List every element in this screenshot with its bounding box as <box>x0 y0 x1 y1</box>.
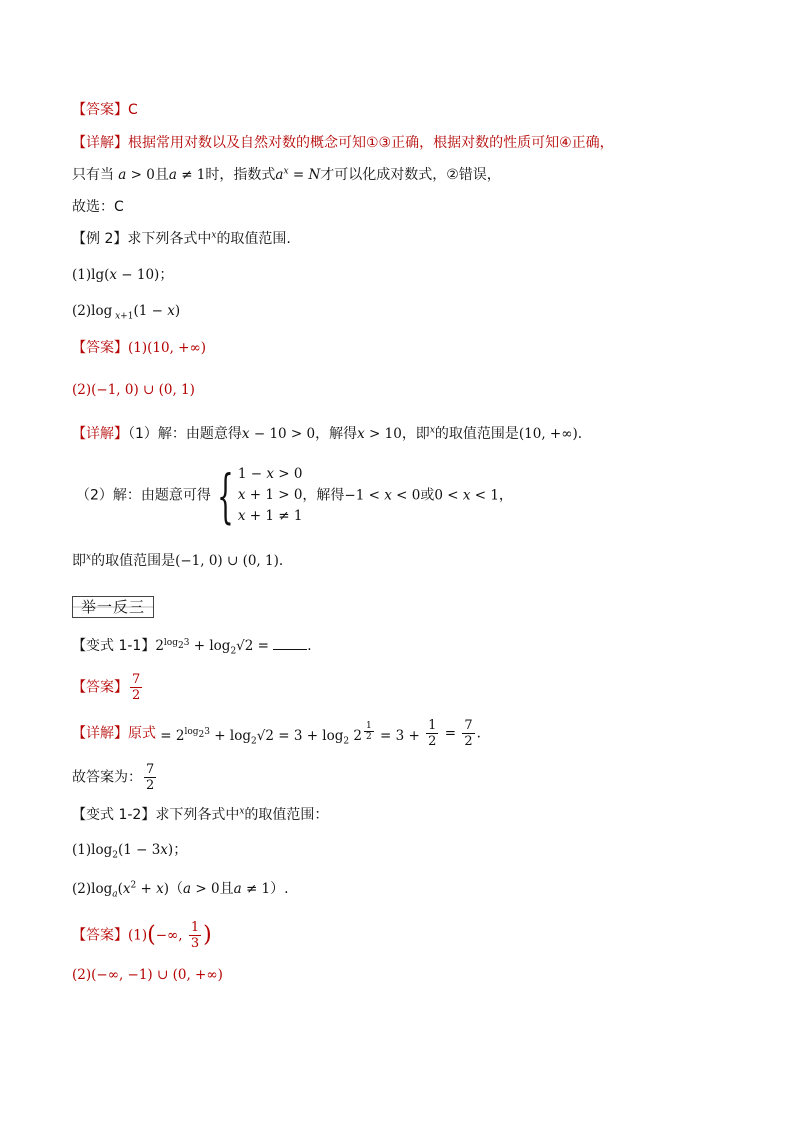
detail-text: 的取值范围是 <box>434 426 519 442</box>
system-row: x + 1 > 0 <box>237 487 303 503</box>
answer-label: 【答案】 <box>72 102 128 118</box>
detail-text: ， <box>498 487 513 504</box>
example-2-item-1 <box>72 265 173 285</box>
math-expr: a > 0 <box>183 881 220 897</box>
system-row: x + 1 ≠ 1 <box>237 508 303 524</box>
math-var: x <box>86 552 92 563</box>
math-expr: (1) <box>128 927 148 944</box>
answer-line-v12-1: 【答案】(1)(−∞, $\frac{1}{3}$ ) <box>72 920 212 951</box>
detail-label: 【详解】 <box>72 426 128 442</box>
detail-text: 或 <box>420 487 435 504</box>
detail-text: （ <box>169 881 184 897</box>
math-expr: x − 10 > 0 <box>241 426 316 442</box>
variant-1-2-item-1 <box>72 840 187 860</box>
detail-text: ，解得 <box>302 487 345 504</box>
detail-text: ，解得 <box>315 426 358 442</box>
detail-text: 只有当 <box>72 167 114 183</box>
math-expr: a ≠ 1 <box>168 167 206 183</box>
answer-value: C <box>128 102 138 118</box>
answer-line-ex2-1 <box>72 338 206 358</box>
final-line-ex2 <box>72 551 283 571</box>
detail-text: ，即 <box>401 426 430 442</box>
math-expr: $2^{log_23} + \log_2√2$ = <box>155 637 274 657</box>
math-expr: (−1, 0) ∪ (0, 1). <box>175 553 284 569</box>
variant-1-2-item-2 <box>72 879 289 899</box>
detail-text: 才可以化成对数式，②错误， <box>320 167 501 183</box>
fraction-1-2: $\frac{1}{2}$ <box>428 718 437 749</box>
example-label: 【例 2】 <box>72 231 128 247</box>
detail-line-q1-2 <box>72 165 501 185</box>
question-text: 求下列各式中 <box>155 807 240 823</box>
math-expr: (10, +∞). <box>518 426 583 442</box>
system-row: 1 − x > 0 <box>237 466 303 482</box>
inequality-system <box>211 461 303 530</box>
example-2-item-2 <box>72 301 180 321</box>
detail-text: 的取值范围是 <box>91 553 176 569</box>
question-text: 的取值范围. <box>216 231 291 247</box>
example-2-title <box>72 229 291 249</box>
math-expr: $a^x = N$ <box>275 166 321 183</box>
question-text: 的取值范围： <box>244 807 329 823</box>
answer-final-v11 <box>72 762 158 793</box>
variant-1-2-title <box>72 805 328 825</box>
math-expr: −1 < x < 0 <box>344 487 421 504</box>
math-expr: (2)log $_{x+1}$(1 − x) <box>72 303 181 322</box>
variant-1-1-title: 【变式 1-1】$2^{log_23} + \log_2√2$ = . <box>72 637 312 657</box>
answer-label: 【答案】 <box>72 679 128 696</box>
answer-prefix: 故答案为： <box>72 769 142 786</box>
detail-text: ）. <box>270 881 289 897</box>
answer-line-ex2-2 <box>72 380 195 400</box>
variant-label: 【变式 1-1】 <box>72 638 156 654</box>
detail-text: 且 <box>154 167 169 183</box>
math-expr: (1)(10, +∞) <box>128 340 206 356</box>
math-expr: $(2)\log_a(x^2 + x)$ <box>72 880 170 900</box>
question-text: 求下列各式中 <box>127 231 212 247</box>
math-expr: (1)lg(x − 10) <box>72 267 160 283</box>
section-title-box: 举一反三 <box>72 596 154 618</box>
detail-text: （2）解：由题意可得 <box>76 487 211 504</box>
answer-label: 【答案】 <box>72 340 128 356</box>
detail-text: 即 <box>72 553 86 569</box>
system-rows <box>238 464 303 527</box>
detail-text: 根据常用对数以及自然对数的概念可知①③正确，根据对数的性质可知④正确， <box>128 135 614 151</box>
math-expr: x > 10 <box>357 426 402 442</box>
detail-line-v11: 【详解】原式 = $2^{log_23} + \log_2√2 = 3 + \log_2 2$ $^{\frac{1}{2}}$ = 3 + $\frac{1}{2}$ = $\frac{7}{2}$ . <box>72 718 481 749</box>
punct: ； <box>159 267 174 283</box>
detail-line-ex2-1 <box>72 424 582 444</box>
detail-label: 【详解】 <box>72 725 128 742</box>
math-expr: (2)(−1, 0) ∪ (0, 1) <box>72 382 195 398</box>
answer-line-v12-2 <box>72 965 223 985</box>
answer-line-q1 <box>72 100 138 120</box>
detail-label: 【详解】 <box>72 135 128 151</box>
detail-text: （1）解：由题意得 <box>128 426 242 442</box>
math-expr: a ≠ 1 <box>233 881 271 897</box>
answer-label: 【答案】 <box>72 927 128 944</box>
detail-text: 时，指数式 <box>205 167 276 183</box>
choose-line <box>72 197 124 217</box>
answer-blank <box>273 637 307 650</box>
math-expr: (2)(−∞, −1) ∪ (0, +∞) <box>72 967 223 983</box>
fraction-1-3: $\frac{1}{3}$ <box>190 920 200 951</box>
math-var: x <box>429 425 435 436</box>
detail-line-q1-1 <box>72 133 614 153</box>
variant-label: 【变式 1-2】 <box>72 807 156 823</box>
fraction-7-2: $\frac{7}{2}$ <box>464 718 473 749</box>
math-expr: 0 < x < 1 <box>434 487 499 504</box>
fraction-7-2: $\frac{7}{2}$ <box>146 762 155 793</box>
math-var: x <box>211 230 217 241</box>
fraction-7-2: $\frac{7}{2}$ <box>132 672 141 703</box>
math-expr: = $2^{log_23} + \log_2√2 = 3 + \log_2 2$ $^{\frac{1}{2}}$ = 3 + <box>156 721 425 747</box>
math-expr: $(1)\log_2(1 - 3x)$ <box>72 842 174 861</box>
math-var: x <box>239 806 245 817</box>
math-expr: a > 0 <box>118 167 155 183</box>
punct: ； <box>173 842 188 858</box>
detail-text: 原式 <box>128 725 156 742</box>
answer-line-v11 <box>72 672 144 703</box>
left-brace: { <box>217 461 234 530</box>
detail-text: 且 <box>219 881 234 897</box>
choose-text: 故选：C <box>72 199 124 215</box>
detail-line-ex2-2 <box>76 461 513 530</box>
